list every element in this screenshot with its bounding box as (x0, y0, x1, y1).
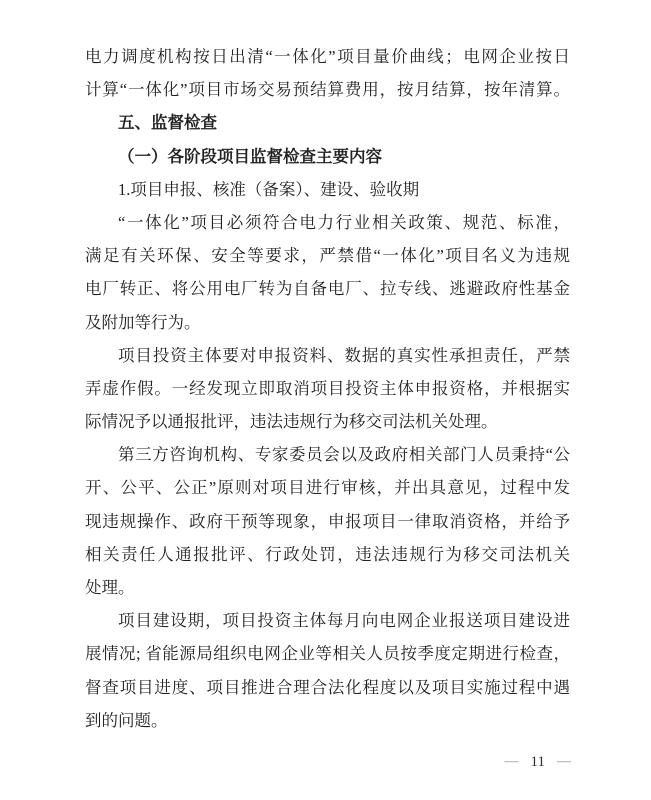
document-body (85, 40, 570, 737)
text-line: 电厂转正、将公用电厂转为自备电厂、拉专线、逃避政府性基金 (85, 279, 570, 299)
text-line: “一体化”项目必须符合电力行业相关政策、规范、标准， (118, 212, 570, 232)
footer-dash-right: — (557, 754, 571, 769)
text-line: 项目投资主体要对申报资料、数据的真实性承担责任，严禁 (118, 345, 570, 365)
text-line: 项目建设期，项目投资主体每月向电网企业报送项目建设进 (118, 611, 570, 631)
text-line: 到的问题。 (85, 710, 168, 730)
heading-line: 五、监督检查 (118, 113, 217, 133)
text-line: 现违规操作、政府干预等现象，申报项目一律取消资格，并给予 (85, 511, 570, 531)
text-line: 计算“一体化”项目市场交易预结算费用，按月结算，按年清算。 (85, 80, 570, 100)
heading-line: （一）各阶段项目监督检查主要内容 (118, 146, 382, 166)
text-line: 第三方咨询机构、专家委员会以及政府相关部门人员秉持“公 (118, 445, 570, 465)
text-line: 满足有关环保、安全等要求，严禁借“一体化”项目名义为违规 (85, 246, 570, 266)
page-footer (505, 750, 571, 774)
text-line: 际情况予以通报批评，违法违规行为移交司法机关处理。 (85, 412, 498, 432)
text-line: 弄虚作假。一经发现立即取消项目投资主体申报资格，并根据实 (85, 378, 570, 398)
text-line: 处理。 (85, 578, 135, 597)
text-line: 及附加等行为。 (85, 312, 201, 332)
text-line: 开、公平、公正”原则对项目进行审核，并出具意见，过程中发 (85, 478, 570, 498)
text-line: 督查项目进度、项目推进合理合法化程度以及项目实施过程中遇 (85, 677, 570, 697)
text-line: 展情况; 省能源局组织电网企业等相关人员按季度定期进行检查， (85, 644, 570, 664)
footer-dash-left: — (504, 754, 519, 769)
page-number: 11 (530, 754, 545, 770)
text-line: 相关责任人通报批评、行政处罚，违法违规行为移交司法机关 (85, 544, 570, 564)
text-line: 1.项目申报、核准（备案）、建设、验收期 (118, 179, 420, 199)
text-line: 电力调度机构按日出清“一体化”项目量价曲线；电网企业按日 (85, 47, 570, 66)
